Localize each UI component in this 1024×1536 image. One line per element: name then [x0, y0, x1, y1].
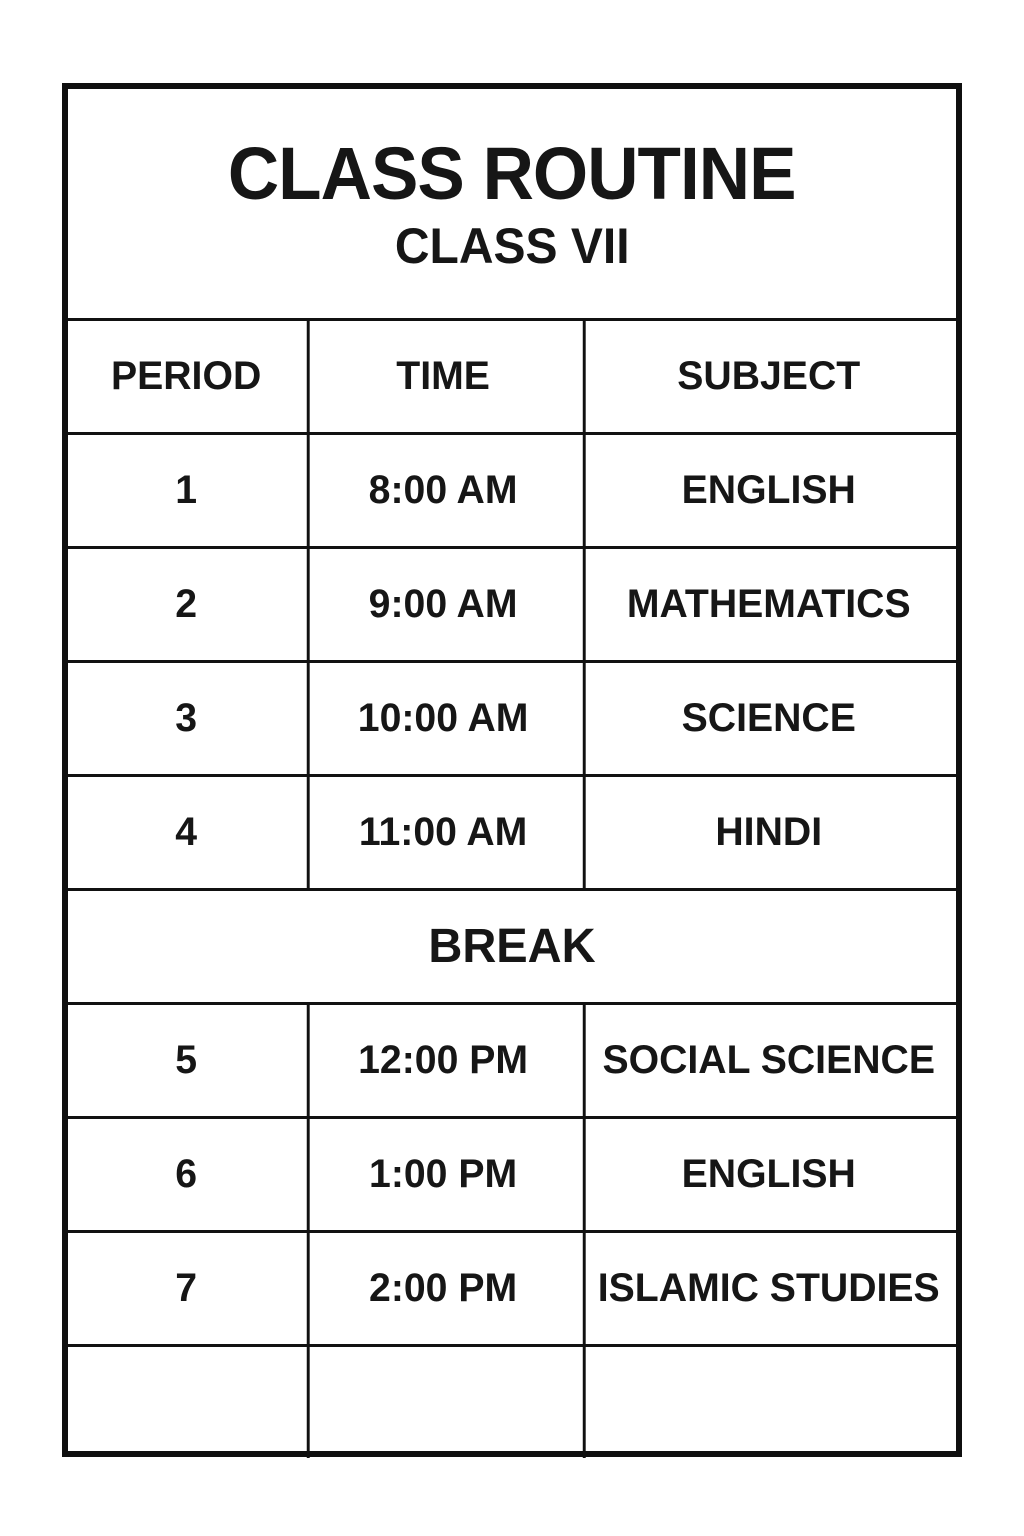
empty-row: [68, 1344, 956, 1458]
cell-period: 2: [175, 582, 197, 626]
table-row: [68, 432, 956, 546]
cell-period: 6: [175, 1152, 197, 1196]
table-row: [68, 774, 956, 888]
break-label: BREAK: [428, 920, 596, 973]
cell-time: 10:00 AM: [307, 663, 577, 774]
header-subject: SUBJECT: [583, 321, 952, 432]
cell-period: 5: [175, 1038, 197, 1082]
table-row: [68, 1116, 956, 1230]
cell-subject: HINDI: [583, 777, 952, 888]
cell-time: 11:00 AM: [307, 777, 577, 888]
cell-subject: ISLAMIC STUDIES: [583, 1233, 952, 1344]
title-section: [68, 89, 956, 318]
cell-period: 1: [175, 468, 197, 512]
cell-time: 8:00 AM: [307, 435, 577, 546]
cell-period: 4: [175, 810, 197, 854]
cell-period: 7: [175, 1266, 197, 1310]
cell-subject: ENGLISH: [583, 435, 952, 546]
cell-subject: SCIENCE: [583, 663, 952, 774]
page-title: CLASS ROUTINE: [228, 131, 796, 215]
header-period: PERIOD: [110, 354, 262, 398]
cell-subject: MATHEMATICS: [583, 549, 952, 660]
cell-subject: SOCIAL SCIENCE: [583, 1005, 952, 1116]
break-row: [68, 888, 956, 1002]
table-row: [68, 1230, 956, 1344]
cell-period: 3: [175, 696, 197, 740]
table-row: [68, 1002, 956, 1116]
page-subtitle: CLASS VII: [394, 217, 630, 274]
class-routine-card: [62, 83, 962, 1457]
cell-time: [307, 1347, 577, 1458]
cell-period: [70, 1347, 301, 1458]
cell-time: 12:00 PM: [307, 1005, 577, 1116]
cell-time: 2:00 PM: [307, 1233, 577, 1344]
routine-table-rows: [68, 318, 956, 1458]
header-time: TIME: [307, 321, 577, 432]
cell-subject: ENGLISH: [583, 1119, 952, 1230]
cell-subject: [583, 1347, 952, 1458]
header-row: [68, 318, 956, 432]
table-row: [68, 660, 956, 774]
table-row: [68, 546, 956, 660]
cell-time: 1:00 PM: [307, 1119, 577, 1230]
cell-time: 9:00 AM: [307, 549, 577, 660]
